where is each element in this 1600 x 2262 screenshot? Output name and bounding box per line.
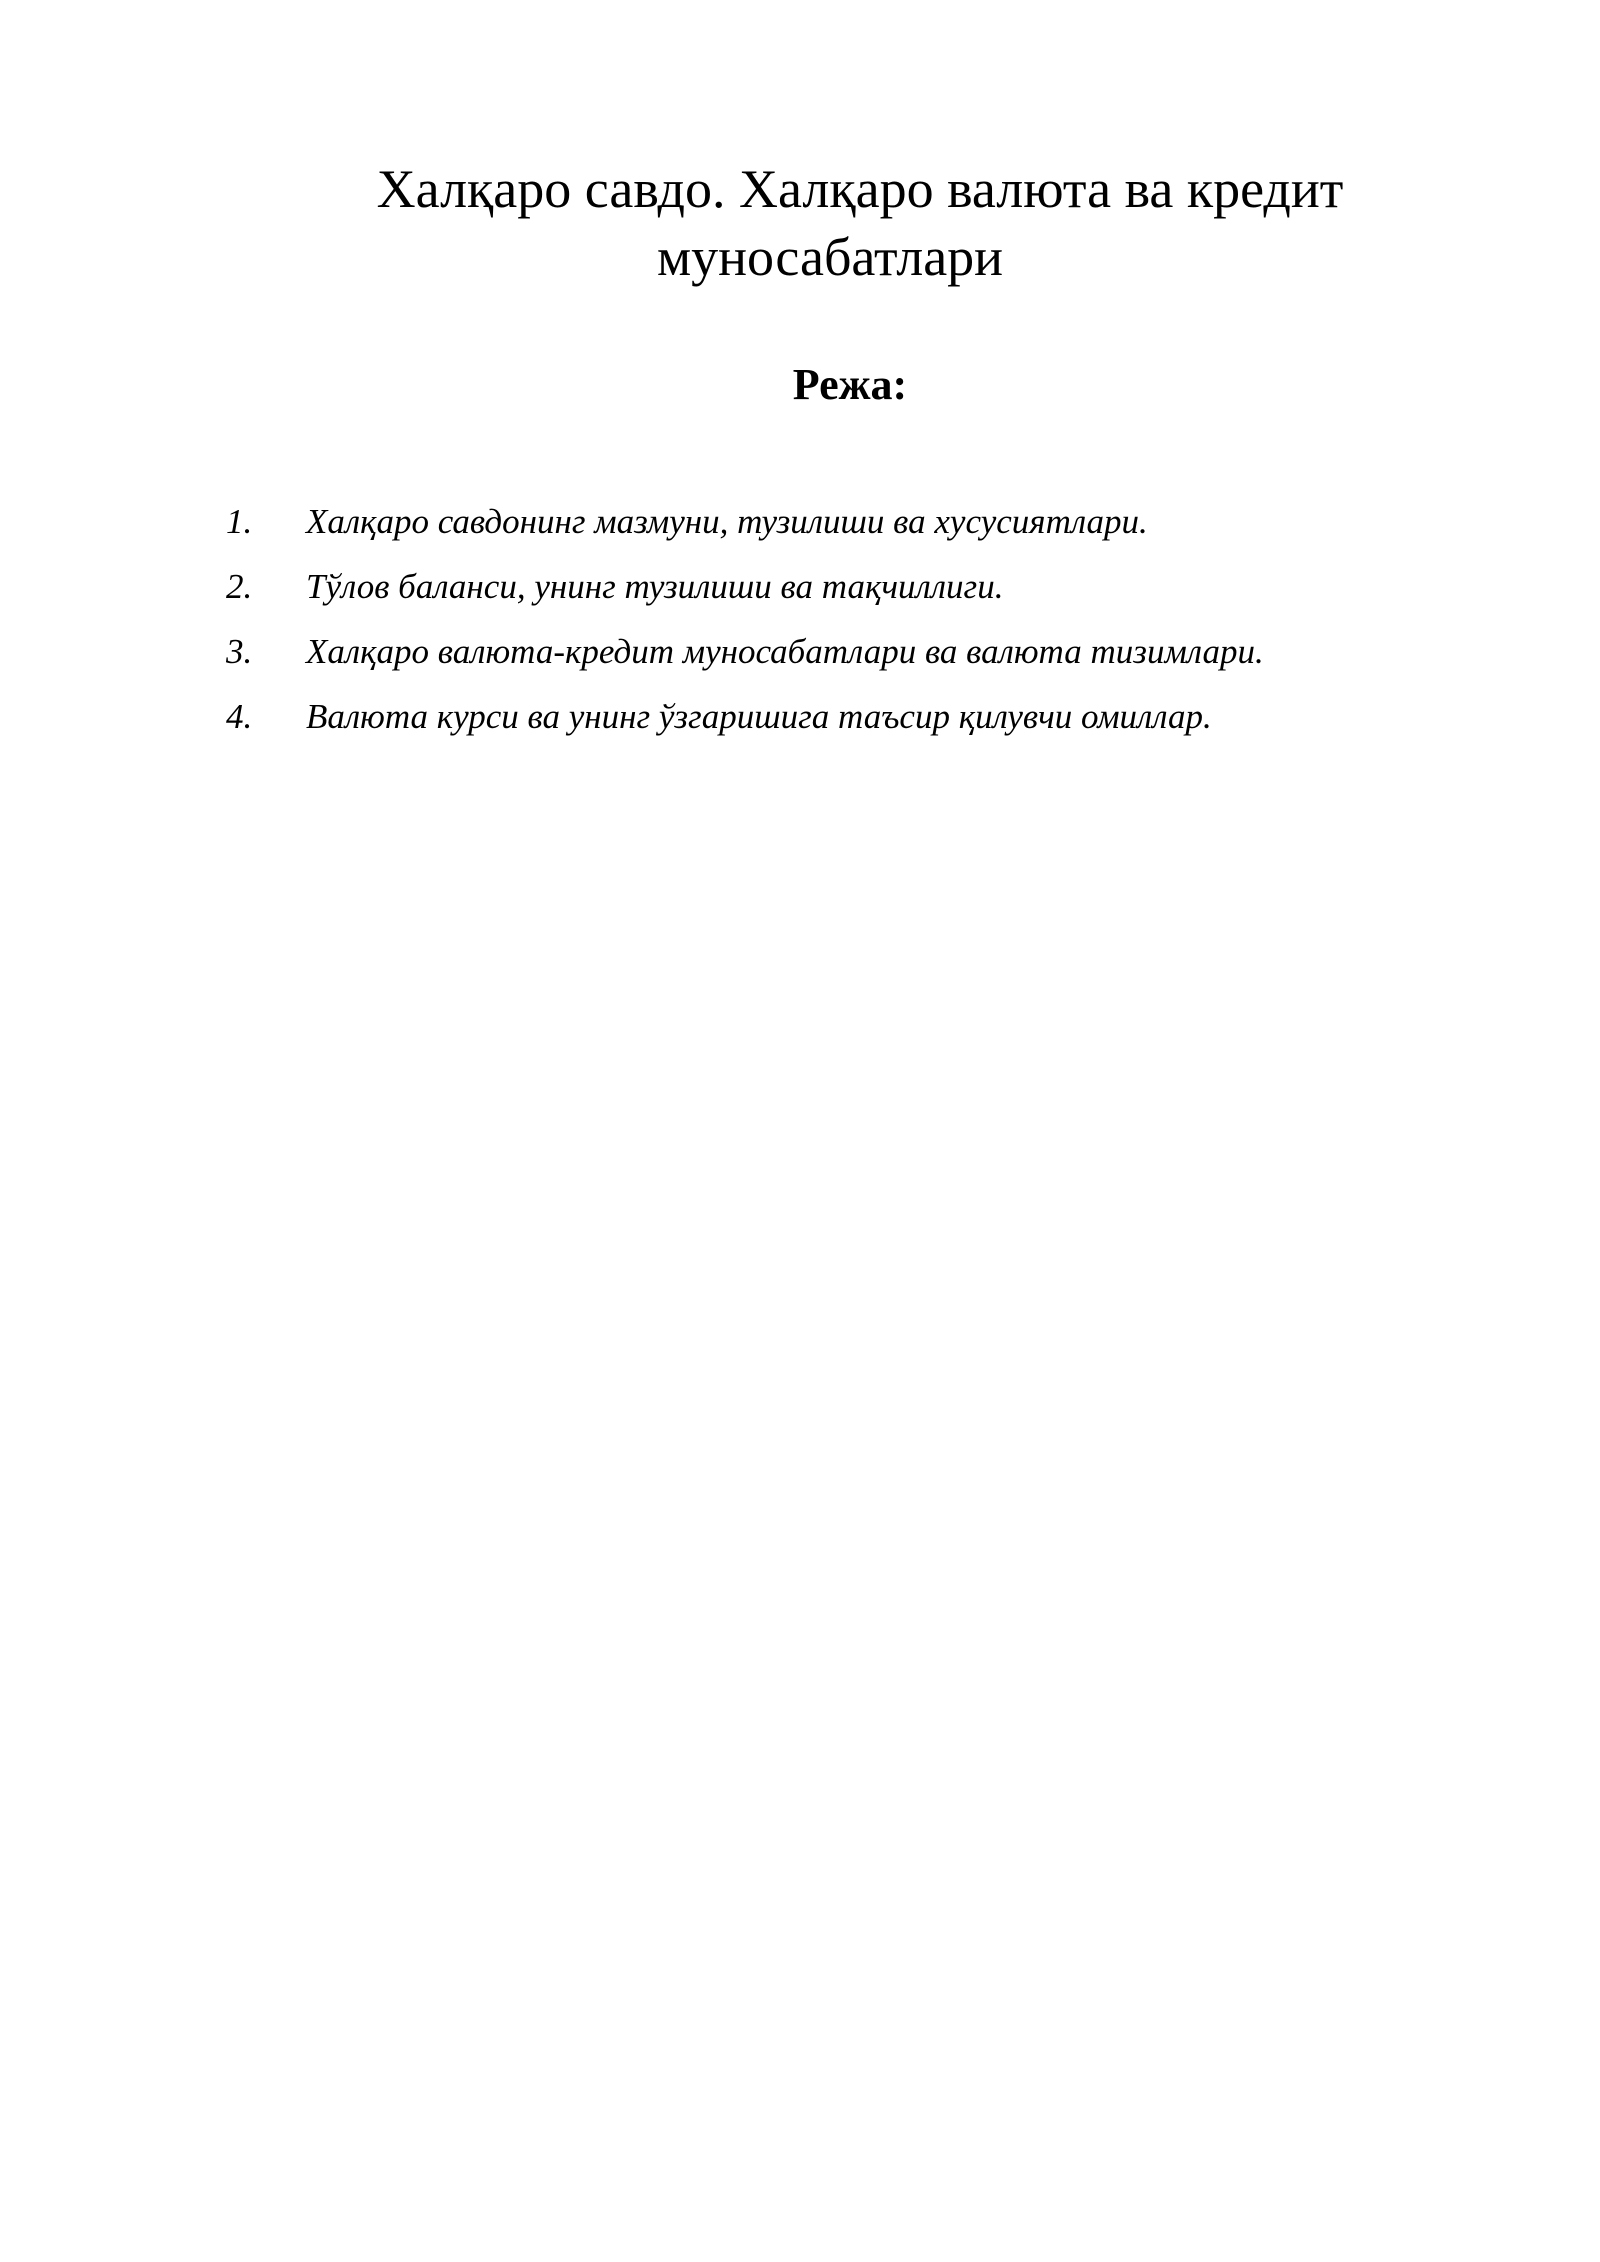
plan-list-item — [226, 565, 1264, 609]
plan-item-text: Халқаро савдонинг мазмуни, тузилиши ва хусусиятлари. — [306, 502, 1148, 541]
title-line-1: Халқаро савдо. Халқаро валюта ва кредит — [376, 159, 1344, 219]
plan-item-text: Тўлов баланси, унинг тузилиши ва тақчиллиги. — [306, 567, 1004, 606]
plan-list-item — [226, 630, 1264, 674]
plan-item-text: Валюта курси ва унинг ўзгаришига таъсир қилувчи омиллар. — [306, 697, 1212, 736]
plan-list-item — [226, 695, 1264, 739]
plan-list — [226, 500, 1264, 760]
document-title — [0, 155, 1600, 291]
plan-item-text: Халқаро валюта-кредит муносабатлари ва валюта тизимлари. — [306, 632, 1264, 671]
plan-item-number: 4. — [226, 697, 253, 736]
plan-heading: Режа: — [792, 360, 908, 409]
title-line-2: муносабатлари — [656, 227, 1004, 287]
plan-item-number: 3. — [226, 632, 253, 671]
plan-list-item — [226, 500, 1264, 544]
plan-item-number: 2. — [226, 567, 253, 606]
plan-item-number: 1. — [226, 502, 253, 541]
